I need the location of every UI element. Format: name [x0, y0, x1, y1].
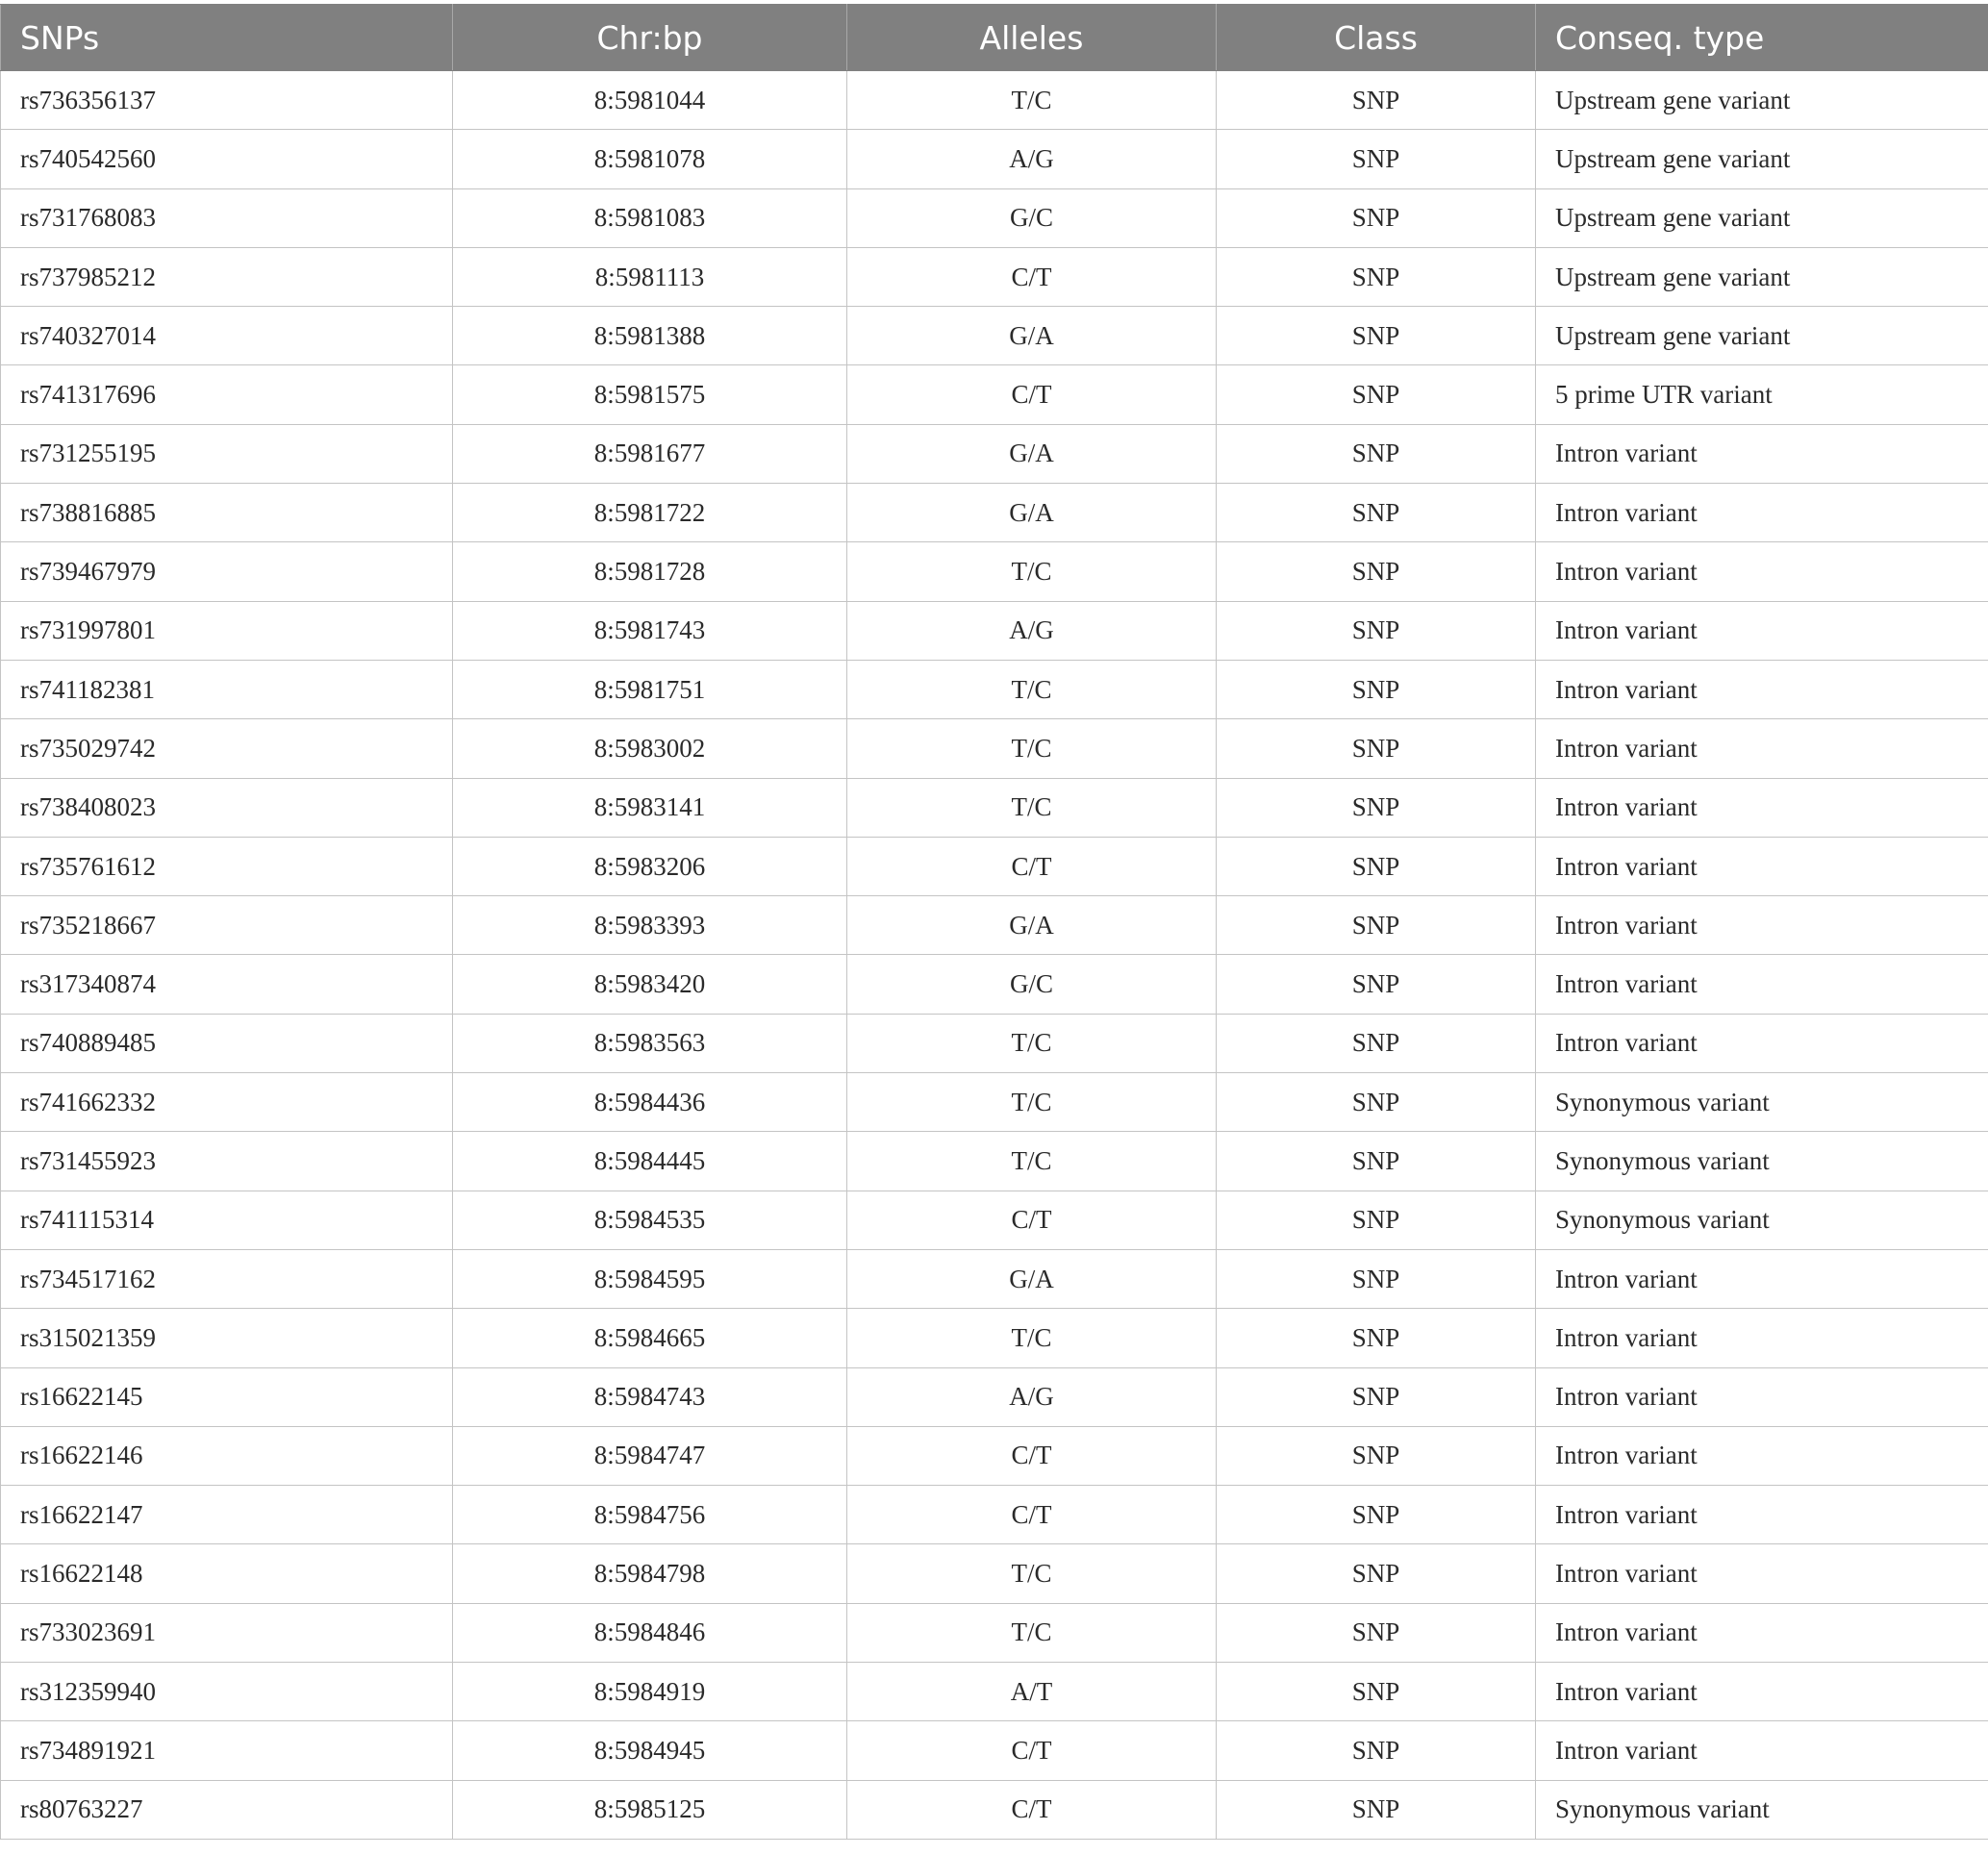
class-cell: SNP: [1217, 896, 1536, 955]
class-cell: SNP: [1217, 1663, 1536, 1721]
class-cell: SNP: [1217, 1721, 1536, 1780]
table-row: [1, 307, 1988, 365]
table-row: [1, 1603, 1988, 1662]
alleles-cell: C/T: [847, 837, 1217, 895]
table-row: [1, 1309, 1988, 1367]
conseq-type-cell: Intron variant: [1536, 837, 1988, 895]
chr-bp-cell: 8:5983420: [453, 955, 847, 1014]
conseq-type-cell: Intron variant: [1536, 1486, 1988, 1544]
snp-id-cell: rs741115314: [1, 1191, 453, 1249]
conseq-type-cell: Intron variant: [1536, 484, 1988, 542]
chr-bp-cell: 8:5984846: [453, 1603, 847, 1662]
snp-id-cell: rs741317696: [1, 365, 453, 424]
conseq-type-cell: Synonymous variant: [1536, 1780, 1988, 1839]
class-cell: SNP: [1217, 1249, 1536, 1308]
table-row: [1, 896, 1988, 955]
alleles-cell: C/T: [847, 1191, 1217, 1249]
conseq-type-cell: Upstream gene variant: [1536, 71, 1988, 130]
snp-table: [0, 4, 1988, 1840]
chr-bp-cell: 8:5981728: [453, 542, 847, 601]
conseq-type-cell: Intron variant: [1536, 1426, 1988, 1485]
alleles-cell: T/C: [847, 542, 1217, 601]
chr-bp-cell: 8:5983563: [453, 1014, 847, 1072]
alleles-cell: C/T: [847, 1426, 1217, 1485]
snp-id-cell: rs16622145: [1, 1367, 453, 1426]
alleles-cell: G/A: [847, 307, 1217, 365]
class-cell: SNP: [1217, 1603, 1536, 1662]
snp-id-cell: rs740542560: [1, 130, 453, 188]
class-cell: SNP: [1217, 1014, 1536, 1072]
class-cell: SNP: [1217, 307, 1536, 365]
class-cell: SNP: [1217, 1780, 1536, 1839]
chr-bp-cell: 8:5984919: [453, 1663, 847, 1721]
alleles-cell: T/C: [847, 719, 1217, 778]
table-row: [1, 719, 1988, 778]
alleles-cell: G/A: [847, 896, 1217, 955]
header-row: [1, 5, 1988, 71]
header-chr-bp: Chr:bp: [453, 5, 847, 71]
snp-id-cell: rs731768083: [1, 188, 453, 247]
snp-id-cell: rs738816885: [1, 484, 453, 542]
conseq-type-cell: Intron variant: [1536, 1663, 1988, 1721]
class-cell: SNP: [1217, 484, 1536, 542]
table-row: [1, 1367, 1988, 1426]
snp-id-cell: rs741182381: [1, 660, 453, 718]
chr-bp-cell: 8:5981722: [453, 484, 847, 542]
snp-id-cell: rs317340874: [1, 955, 453, 1014]
conseq-type-cell: Intron variant: [1536, 1721, 1988, 1780]
class-cell: SNP: [1217, 1426, 1536, 1485]
conseq-type-cell: Intron variant: [1536, 1603, 1988, 1662]
chr-bp-cell: 8:5984436: [453, 1073, 847, 1132]
snp-id-cell: rs731255195: [1, 424, 453, 483]
conseq-type-cell: Intron variant: [1536, 896, 1988, 955]
alleles-cell: T/C: [847, 1132, 1217, 1191]
table-row: [1, 778, 1988, 837]
table-row: [1, 1544, 1988, 1603]
chr-bp-cell: 8:5984743: [453, 1367, 847, 1426]
chr-bp-cell: 8:5981083: [453, 188, 847, 247]
conseq-type-cell: Intron variant: [1536, 1367, 1988, 1426]
conseq-type-cell: Synonymous variant: [1536, 1073, 1988, 1132]
conseq-type-cell: Intron variant: [1536, 424, 1988, 483]
chr-bp-cell: 8:5981113: [453, 247, 847, 306]
conseq-type-cell: 5 prime UTR variant: [1536, 365, 1988, 424]
table-row: [1, 1486, 1988, 1544]
snp-id-cell: rs315021359: [1, 1309, 453, 1367]
conseq-type-cell: Intron variant: [1536, 542, 1988, 601]
snp-id-cell: rs16622147: [1, 1486, 453, 1544]
header-conseq-type: Conseq. type: [1536, 5, 1988, 71]
conseq-type-cell: Intron variant: [1536, 601, 1988, 660]
snp-id-cell: rs741662332: [1, 1073, 453, 1132]
table-row: [1, 247, 1988, 306]
chr-bp-cell: 8:5984595: [453, 1249, 847, 1308]
alleles-cell: A/G: [847, 601, 1217, 660]
class-cell: SNP: [1217, 542, 1536, 601]
table-row: [1, 1426, 1988, 1485]
alleles-cell: G/A: [847, 484, 1217, 542]
header-class: Class: [1217, 5, 1536, 71]
conseq-type-cell: Synonymous variant: [1536, 1191, 1988, 1249]
alleles-cell: T/C: [847, 1309, 1217, 1367]
chr-bp-cell: 8:5985125: [453, 1780, 847, 1839]
conseq-type-cell: Intron variant: [1536, 778, 1988, 837]
table-row: [1, 365, 1988, 424]
chr-bp-cell: 8:5981751: [453, 660, 847, 718]
alleles-cell: T/C: [847, 1603, 1217, 1662]
chr-bp-cell: 8:5983002: [453, 719, 847, 778]
snp-id-cell: rs735029742: [1, 719, 453, 778]
chr-bp-cell: 8:5981078: [453, 130, 847, 188]
class-cell: SNP: [1217, 1367, 1536, 1426]
alleles-cell: T/C: [847, 660, 1217, 718]
snp-id-cell: rs16622146: [1, 1426, 453, 1485]
alleles-cell: A/T: [847, 1663, 1217, 1721]
class-cell: SNP: [1217, 955, 1536, 1014]
alleles-cell: T/C: [847, 778, 1217, 837]
alleles-cell: C/T: [847, 365, 1217, 424]
alleles-cell: G/C: [847, 188, 1217, 247]
class-cell: SNP: [1217, 601, 1536, 660]
table-row: [1, 1780, 1988, 1839]
chr-bp-cell: 8:5984756: [453, 1486, 847, 1544]
chr-bp-cell: 8:5981575: [453, 365, 847, 424]
table-row: [1, 601, 1988, 660]
class-cell: SNP: [1217, 1132, 1536, 1191]
snp-id-cell: rs735761612: [1, 837, 453, 895]
class-cell: SNP: [1217, 247, 1536, 306]
table-row: [1, 71, 1988, 130]
table-body: [1, 71, 1988, 1840]
chr-bp-cell: 8:5981044: [453, 71, 847, 130]
snp-id-cell: rs731455923: [1, 1132, 453, 1191]
snp-id-cell: rs740327014: [1, 307, 453, 365]
chr-bp-cell: 8:5983206: [453, 837, 847, 895]
class-cell: SNP: [1217, 71, 1536, 130]
alleles-cell: T/C: [847, 1014, 1217, 1072]
alleles-cell: C/T: [847, 247, 1217, 306]
conseq-type-cell: Upstream gene variant: [1536, 247, 1988, 306]
snp-id-cell: rs734517162: [1, 1249, 453, 1308]
snp-id-cell: rs740889485: [1, 1014, 453, 1072]
alleles-cell: T/C: [847, 1544, 1217, 1603]
table-row: [1, 1014, 1988, 1072]
table-row: [1, 837, 1988, 895]
chr-bp-cell: 8:5983393: [453, 896, 847, 955]
class-cell: SNP: [1217, 1486, 1536, 1544]
class-cell: SNP: [1217, 188, 1536, 247]
snp-id-cell: rs312359940: [1, 1663, 453, 1721]
conseq-type-cell: Intron variant: [1536, 955, 1988, 1014]
table-row: [1, 955, 1988, 1014]
alleles-cell: A/G: [847, 1367, 1217, 1426]
alleles-cell: G/A: [847, 1249, 1217, 1308]
snp-id-cell: rs735218667: [1, 896, 453, 955]
table-row: [1, 1721, 1988, 1780]
class-cell: SNP: [1217, 365, 1536, 424]
chr-bp-cell: 8:5981677: [453, 424, 847, 483]
alleles-cell: C/T: [847, 1721, 1217, 1780]
alleles-cell: T/C: [847, 1073, 1217, 1132]
class-cell: SNP: [1217, 1073, 1536, 1132]
table-row: [1, 424, 1988, 483]
class-cell: SNP: [1217, 1544, 1536, 1603]
header-alleles: Alleles: [847, 5, 1217, 71]
class-cell: SNP: [1217, 130, 1536, 188]
table-row: [1, 188, 1988, 247]
chr-bp-cell: 8:5983141: [453, 778, 847, 837]
snp-id-cell: rs16622148: [1, 1544, 453, 1603]
snp-id-cell: rs736356137: [1, 71, 453, 130]
chr-bp-cell: 8:5984945: [453, 1721, 847, 1780]
alleles-cell: C/T: [847, 1486, 1217, 1544]
class-cell: SNP: [1217, 837, 1536, 895]
conseq-type-cell: Intron variant: [1536, 1249, 1988, 1308]
table-row: [1, 542, 1988, 601]
chr-bp-cell: 8:5984798: [453, 1544, 847, 1603]
table-row: [1, 1249, 1988, 1308]
conseq-type-cell: Upstream gene variant: [1536, 130, 1988, 188]
conseq-type-cell: Synonymous variant: [1536, 1132, 1988, 1191]
table-row: [1, 130, 1988, 188]
class-cell: SNP: [1217, 424, 1536, 483]
conseq-type-cell: Upstream gene variant: [1536, 307, 1988, 365]
alleles-cell: T/C: [847, 71, 1217, 130]
alleles-cell: A/G: [847, 130, 1217, 188]
class-cell: SNP: [1217, 1309, 1536, 1367]
class-cell: SNP: [1217, 778, 1536, 837]
conseq-type-cell: Intron variant: [1536, 1544, 1988, 1603]
conseq-type-cell: Intron variant: [1536, 1309, 1988, 1367]
class-cell: SNP: [1217, 719, 1536, 778]
chr-bp-cell: 8:5984665: [453, 1309, 847, 1367]
chr-bp-cell: 8:5984747: [453, 1426, 847, 1485]
chr-bp-cell: 8:5981388: [453, 307, 847, 365]
chr-bp-cell: 8:5984535: [453, 1191, 847, 1249]
conseq-type-cell: Upstream gene variant: [1536, 188, 1988, 247]
table-header: [1, 5, 1988, 71]
header-snps: SNPs: [1, 5, 453, 71]
snp-id-cell: rs737985212: [1, 247, 453, 306]
table-row: [1, 1663, 1988, 1721]
chr-bp-cell: 8:5984445: [453, 1132, 847, 1191]
snp-id-cell: rs738408023: [1, 778, 453, 837]
table-row: [1, 1191, 1988, 1249]
class-cell: SNP: [1217, 1191, 1536, 1249]
alleles-cell: G/C: [847, 955, 1217, 1014]
snp-id-cell: rs80763227: [1, 1780, 453, 1839]
table-row: [1, 660, 1988, 718]
table-row: [1, 484, 1988, 542]
table-row: [1, 1073, 1988, 1132]
conseq-type-cell: Intron variant: [1536, 1014, 1988, 1072]
conseq-type-cell: Intron variant: [1536, 660, 1988, 718]
alleles-cell: G/A: [847, 424, 1217, 483]
chr-bp-cell: 8:5981743: [453, 601, 847, 660]
snp-id-cell: rs734891921: [1, 1721, 453, 1780]
alleles-cell: C/T: [847, 1780, 1217, 1839]
snp-id-cell: rs739467979: [1, 542, 453, 601]
class-cell: SNP: [1217, 660, 1536, 718]
snp-id-cell: rs733023691: [1, 1603, 453, 1662]
snp-id-cell: rs731997801: [1, 601, 453, 660]
table-row: [1, 1132, 1988, 1191]
conseq-type-cell: Intron variant: [1536, 719, 1988, 778]
